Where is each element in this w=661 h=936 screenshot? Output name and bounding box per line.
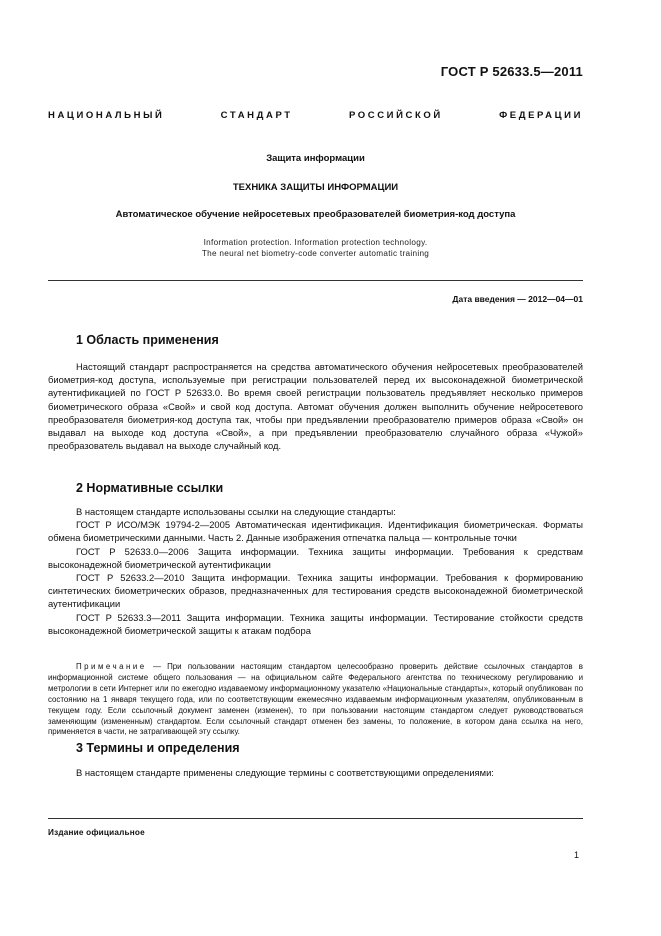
page-number: 1 xyxy=(573,850,579,860)
section-3-heading: 3 Термины и определения xyxy=(76,741,240,755)
english-title-line-1: Information protection. Information protection technology. xyxy=(203,238,428,247)
reference-item: ГОСТ Р ИСО/МЭК 19794-2—2005 Автоматическая идентификация. Идентификация биометрическая. Форматы обмена биометрическими данными. Часть 2. Данные изображения отпечатка пальца — контрольные точки xyxy=(48,519,583,544)
note-label: Примечание xyxy=(76,662,147,671)
section-3-body xyxy=(48,766,583,779)
reference-item: ГОСТ Р 52633.0—2006 Защита информации. Техника защиты информации. Требования к средствам высоконадежной биометрической аутентификации xyxy=(48,545,583,570)
top-divider xyxy=(48,280,583,281)
english-title xyxy=(48,237,583,259)
title-line-3: Автоматическое обучение нейросетевых преобразователей биометрия-код доступа xyxy=(115,209,516,220)
section-1-paragraph: Настоящий стандарт распространяется на средства автоматического обучения нейросетевых преобразователей биометрия-код доступа, используемые при регистрации пользователей перед их высоконадежной биометрической аутентификацией по ГОСТ Р 52633.0. Во время своей регистрации пользователь предъявляет несколько примеров биометрического образа «Свой» и свой код доступа. Автомат обучения должен выполнить обучение нейросетевого преобразователя биометрия-код доступа так, чтобы при предъявлении преобразователю примеров образа «Свой» он выдавал на выходе код доступа «Свой», а при предъявлении преобразователю случайного образа «Чужой» преобразователь выдавал на выходе случайный код. xyxy=(48,361,583,452)
section-1-body xyxy=(48,360,583,452)
bottom-divider xyxy=(48,818,583,819)
national-standard-header: НАЦИОНАЛЬНЫЙ СТАНДАРТ РОССИЙСКОЙ ФЕДЕРАЦИИ xyxy=(48,110,583,121)
document-number: ГОСТ Р 52633.5—2011 xyxy=(440,64,583,79)
english-title-line-2: The neural net biometry-code converter automatic training xyxy=(201,249,430,258)
section-2-intro: В настоящем стандарте использованы ссылки на следующие стандарты: xyxy=(76,506,396,517)
section-3-intro: В настоящем стандарте применены следующие термины с соответствующими определениями: xyxy=(76,767,494,778)
title-line-2: ТЕХНИКА ЗАЩИТЫ ИНФОРМАЦИИ xyxy=(232,182,399,193)
reference-item: ГОСТ Р 52633.2—2010 Защита информации. Техника защиты информации. Требования к формированию синтетических биометрических образов, предназначенных для тестирования средств высоконадежной биометрической аутентификации xyxy=(48,572,583,610)
section-2-heading: 2 Нормативные ссылки xyxy=(76,481,224,495)
introduction-date: Дата введения — 2012—04—01 xyxy=(452,294,583,304)
title-line-1: Защита информации xyxy=(266,153,365,164)
note-text: — При пользовании настоящим стандартом целесообразно проверить действие ссылочных стандартов в информационной системе общего пользования — на официальном сайте Федерального агентства по техническому регулированию и метрологии в сети Интернет или по ежегодно издаваемому информационному указателю «Национальные стандарты», который опубликован по состоянию на 1 января текущего года, или по соответствующим ежемесячно издаваемым информационным указателям, опубликованным в текущем году. Если ссылочный документ заменен (изменен), то при пользовании настоящим стандартом следует руководствоваться заменяющим (измененным) стандартом. Если ссылочный стандарт отменен без замены, то положение, в котором дана ссылка на него, применяется в части, не затрагивающей эту ссылку. xyxy=(48,662,583,737)
section-1-heading: 1 Область применения xyxy=(76,333,219,347)
section-2-note xyxy=(48,662,583,738)
reference-item: ГОСТ Р 52633.3—2011 Защита информации. Техника защиты информации. Тестирование стойкости средств высоконадежной биометрической защиты к атакам подбора xyxy=(48,611,583,636)
section-2-body xyxy=(48,505,583,637)
official-edition-label: Издание официальное xyxy=(48,828,145,837)
